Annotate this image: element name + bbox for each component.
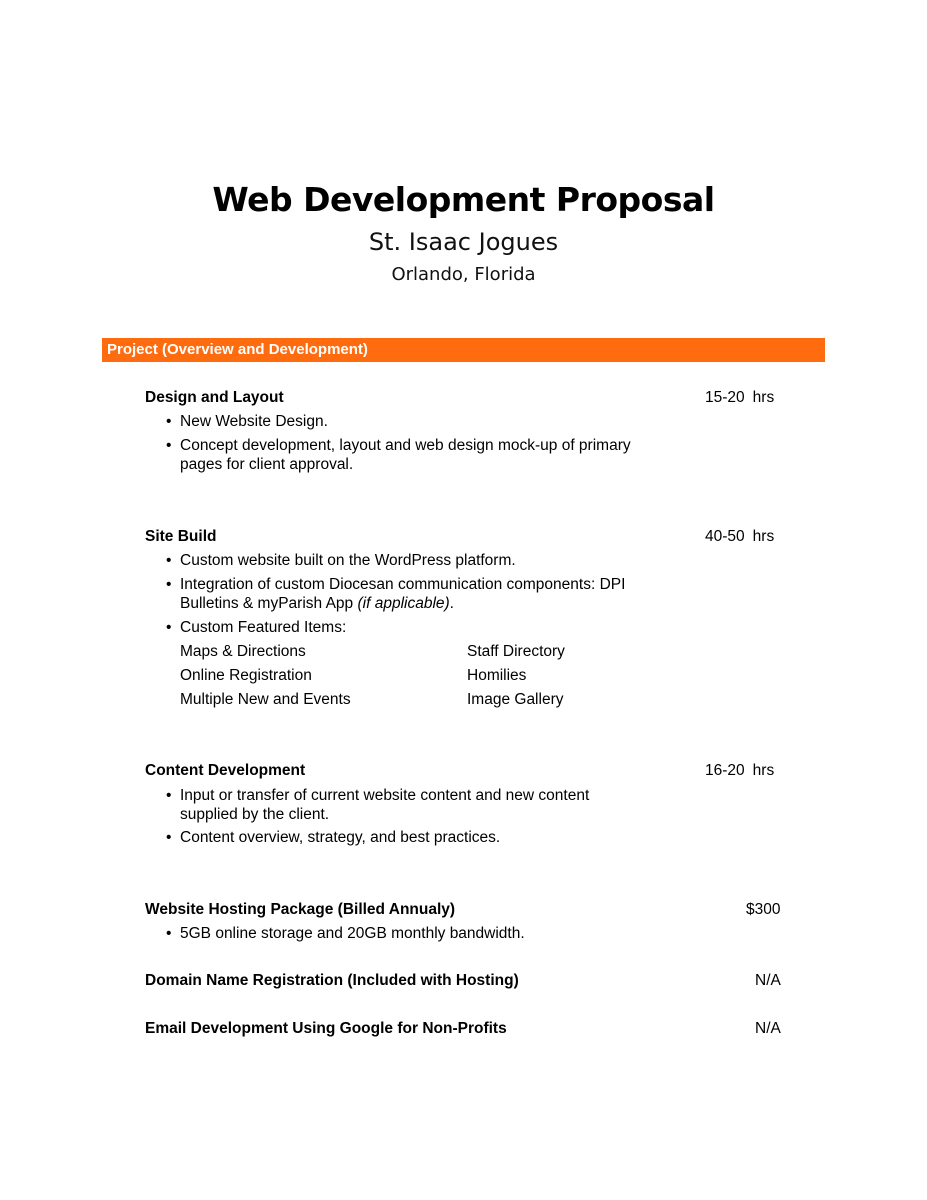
build-title: Site Build bbox=[145, 528, 217, 545]
section-title: Project (Overview and Development) bbox=[107, 341, 368, 358]
content-bullet-1: Input or transfer of current website content and new content supplied by the client. bbox=[180, 787, 590, 823]
build-hours bbox=[705, 527, 774, 547]
list-item bbox=[166, 551, 646, 570]
design-title: Design and Layout bbox=[145, 389, 284, 406]
domain-price: N/A bbox=[755, 972, 781, 989]
list-item bbox=[166, 828, 646, 847]
list-item bbox=[166, 436, 646, 474]
content-hours bbox=[705, 761, 774, 781]
bullet-icon: • bbox=[166, 576, 172, 593]
hosting-bullet-1: 5GB online storage and 20GB monthly bandwidth. bbox=[180, 925, 525, 942]
build-hours-unit: hrs bbox=[752, 528, 775, 545]
content-bullet-2: Content overview, strategy, and best practices. bbox=[180, 829, 501, 846]
domain-title: Domain Name Registration (Included with Hosting) bbox=[145, 972, 519, 989]
list-item bbox=[166, 786, 646, 824]
design-bullet-2: Concept development, layout and web design mock-up of primary pages for client approval. bbox=[180, 437, 631, 473]
hosting-price: $300 bbox=[746, 901, 781, 918]
email-price: N/A bbox=[755, 1020, 781, 1037]
bullet-icon: • bbox=[166, 787, 172, 804]
build-bullet-2-italic: (if applicable) bbox=[357, 595, 450, 612]
content-hours-unit: hrs bbox=[752, 762, 775, 779]
bullet-icon: • bbox=[166, 829, 172, 846]
feature-item: Maps & Directions bbox=[180, 643, 306, 660]
client-location: Orlando, Florida bbox=[391, 264, 536, 285]
feature-item: Online Registration bbox=[180, 667, 312, 684]
design-hours-value: 15-20 bbox=[705, 389, 745, 406]
feature-item: Multiple New and Events bbox=[180, 691, 351, 708]
bullet-icon: • bbox=[166, 552, 172, 569]
email-title: Email Development Using Google for Non-Profits bbox=[145, 1020, 507, 1037]
client-name: St. Isaac Jogues bbox=[368, 228, 559, 256]
build-bullet-3: Custom Featured Items: bbox=[180, 619, 347, 636]
build-bullet-2 bbox=[180, 575, 646, 613]
design-bullet-1: New Website Design. bbox=[180, 413, 328, 430]
list-item bbox=[166, 618, 646, 637]
content-title: Content Development bbox=[145, 762, 306, 779]
bullet-icon: • bbox=[166, 619, 172, 636]
feature-item: Staff Directory bbox=[467, 643, 565, 660]
feature-item: Image Gallery bbox=[467, 691, 564, 708]
build-bullet-2-end: . bbox=[449, 595, 454, 612]
content-hours-value: 16-20 bbox=[705, 762, 745, 779]
list-item bbox=[166, 412, 646, 431]
design-hours bbox=[705, 388, 774, 408]
feature-item: Homilies bbox=[467, 667, 527, 684]
section-header bbox=[102, 338, 825, 362]
build-bullet-1: Custom website built on the WordPress platform. bbox=[180, 552, 516, 569]
build-bullet-2-text: Integration of custom Diocesan communication components: DPI Bulletins & myParish App bbox=[180, 576, 626, 612]
build-hours-value: 40-50 bbox=[705, 528, 745, 545]
document-title: Web Development Proposal bbox=[212, 180, 715, 219]
list-item bbox=[166, 575, 646, 613]
bullet-icon: • bbox=[166, 413, 172, 430]
bullet-icon: • bbox=[166, 925, 172, 942]
hosting-title: Website Hosting Package (Billed Annualy) bbox=[145, 901, 456, 918]
design-hours-unit: hrs bbox=[752, 389, 775, 406]
list-item bbox=[166, 924, 646, 943]
bullet-icon: • bbox=[166, 437, 172, 454]
